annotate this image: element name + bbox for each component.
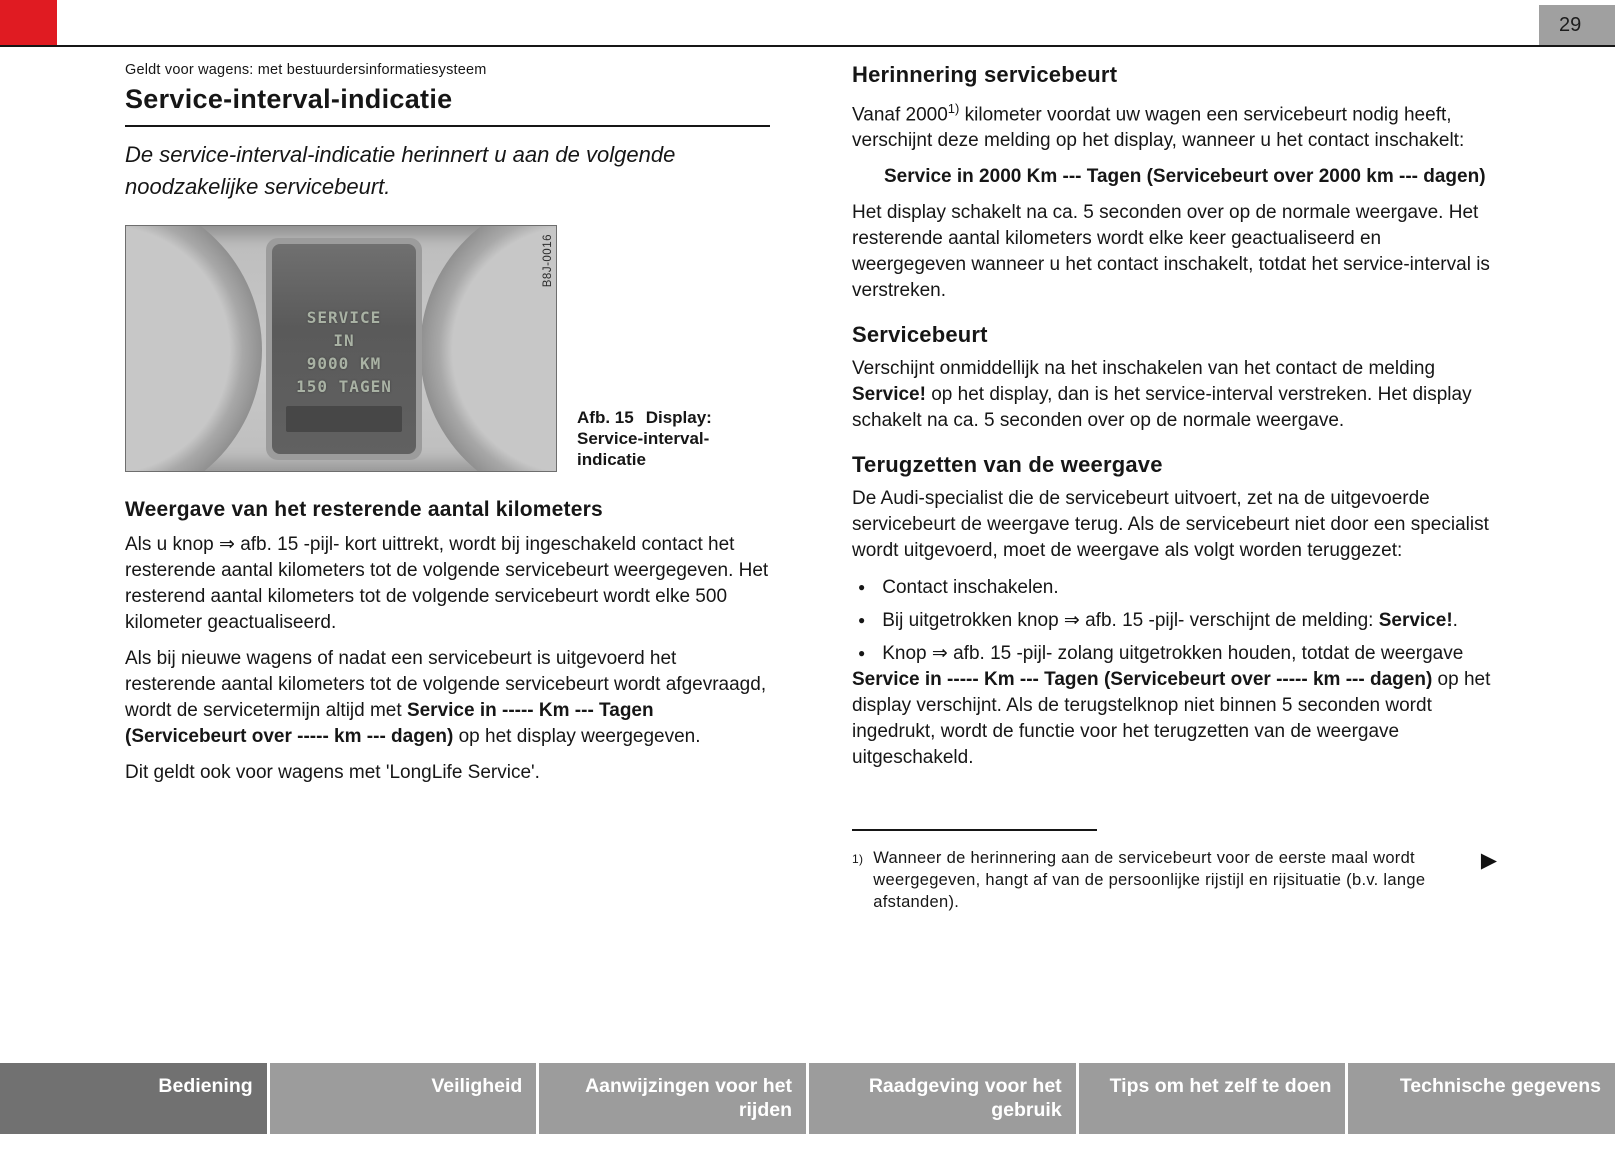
text-run: Contact inschakelen.	[882, 577, 1059, 599]
paragraph: Als u knop ⇒ afb. 15 -pijl- kort uittrekt, wordt bij ingeschakeld contact het resterende aantal kilometers tot de volgende servicebeurt weergegeven. Het resterend aantal kilometers tot de volgende servicebeurt wordt elke 500 kilometer geactualiseerd.	[125, 534, 769, 633]
service-display-text	[272, 306, 416, 398]
brand-red-corner	[0, 0, 57, 45]
display-line: IN	[333, 331, 355, 350]
top-divider	[0, 45, 1615, 47]
text-run: Vanaf 2000	[852, 104, 948, 126]
footnote-text: Wanneer de herinnering aan de servicebeurt voor de eerste maal wordt weergegeven, hangt af van de persoonlijke rijstijl en rijsituatie (b.v. lange afstanden).	[873, 849, 1426, 912]
list-item	[852, 607, 1497, 634]
applies-note: Geldt voor wagens: met bestuurdersinformatiesysteem	[125, 62, 487, 78]
photo-reference-code: B8J-0016	[542, 234, 554, 288]
left-column	[125, 62, 770, 913]
left-gauge	[125, 225, 262, 472]
paragraph	[125, 646, 770, 750]
service-display-screen	[272, 244, 416, 454]
text-run: op het display weergegeven.	[453, 726, 701, 747]
display-message-callout: Service in 2000 Km --- Tagen (Servicebeurt over 2000 km --- dagen)	[884, 166, 1486, 188]
text-run: .	[1452, 610, 1458, 632]
figure-caption-text: Display: Service-interval-indicatie	[577, 408, 712, 469]
paragraph	[852, 96, 1497, 154]
text-run: Als bij nieuwe wagens of nadat een servicebeurt is uitgevoerd het resterende aantal kilometers tot de volgende servicebeurt wordt afgevraagd, wordt de servicetermijn altijd met	[125, 648, 767, 721]
right-column	[852, 62, 1497, 913]
text-run: Verschijnt onmiddellijk na het inschakelen van het contact de melding	[852, 358, 1436, 380]
paragraph: Het display schakelt na ca. 5 seconden over op de normale weergave. Het resterende aantal kilometers wordt elke keer geactualiseerd en weergegeven wanneer u het contact inschakelt, totdat het service-interval is verstreken.	[852, 202, 1490, 302]
bold-run: Service in ----- Km --- Tagen (Servicebeurt over ----- km --- dagen)	[125, 700, 654, 747]
paragraph: Dit geldt ook voor wagens met 'LongLife Service'.	[125, 762, 540, 783]
figure-caption	[577, 407, 759, 472]
text-run: kilometer voordat uw wagen een servicebeurt nodig heeft, verschijnt deze melding op het display, wanneer u het contact inschakelt:	[852, 104, 1465, 152]
subsection-heading-terugzetten: Terugzetten van de weergave	[852, 452, 1163, 478]
footer-tab-raadgeving-voor-het-gebruik[interactable]: Raadgeving voor het gebruik	[809, 1063, 1076, 1134]
section-intro: De service-interval-indicatie herinnert u aan de volgende noodzakelijke servicebeurt.	[125, 142, 676, 199]
bold-run: Service!	[852, 384, 926, 406]
instrument-cluster-photo	[125, 225, 557, 472]
paragraph	[852, 356, 1497, 434]
footer-tab-veiligheid[interactable]: Veiligheid	[270, 1063, 537, 1134]
footnote-reference: 1)	[947, 101, 960, 116]
footer-nav	[0, 1063, 1615, 1134]
service-display	[266, 238, 422, 460]
bullet-icon: ●	[858, 646, 866, 661]
paragraph: De Audi-specialist die de servicebeurt uitvoert, zet na de uitgevoerde servicebeurt de weergave terug. Als de servicebeurt niet door een specialist wordt uitgevoerd, moet de weergave als volgt worden teruggezet:	[852, 488, 1489, 562]
display-lower-band	[286, 406, 402, 432]
title-underline	[125, 125, 770, 127]
figure-caption-label: Afb. 15	[577, 408, 634, 427]
subsection-heading-weergave: Weergave van het resterende aantal kilometers	[125, 498, 603, 521]
text-run: op het display verschijnt. Als de terugstelknop niet binnen 5 seconden wordt ingedrukt, wordt de functie voor het terugzetten van de weergave uitgeschakeld.	[852, 669, 1491, 769]
list-item	[852, 574, 1497, 601]
page-number: 29	[1559, 13, 1582, 36]
display-line: SERVICE	[306, 308, 382, 327]
footer-tab-aanwijzingen-voor-het-rijden[interactable]: Aanwijzingen voor het rijden	[539, 1063, 806, 1134]
text-run: Knop ⇒ afb. 15 -pijl- zolang uitgetrokken houden, totdat de weergave	[882, 643, 1464, 665]
footnote-divider	[852, 829, 1097, 831]
display-line: 9000 KM	[306, 354, 382, 373]
display-line: 150 TAGEN	[296, 377, 392, 396]
footnote	[852, 847, 1497, 913]
figure-15	[125, 225, 770, 472]
bullet-icon: ●	[858, 613, 866, 628]
right-gauge	[420, 225, 557, 472]
footer-tab-tips-om-het-zelf-te-doen[interactable]: Tips om het zelf te doen	[1079, 1063, 1346, 1134]
continuation-arrow-icon: ▶	[1480, 849, 1497, 872]
bullet-icon: ●	[858, 580, 866, 595]
subsection-heading-servicebeurt: Servicebeurt	[852, 322, 988, 348]
bold-run: Service in ----- Km --- Tagen (Servicebeurt over ----- km --- dagen)	[852, 669, 1433, 691]
text-run: op het display, dan is het service-interval verstreken. Het display schakelt na ca. 5 seconden over op de normale weergave.	[852, 384, 1472, 432]
footer-tab-bediening[interactable]: Bediening	[0, 1063, 267, 1134]
list-item	[852, 640, 1497, 771]
page-content	[125, 62, 1497, 913]
subsection-heading-herinnering: Herinnering servicebeurt	[852, 62, 1118, 87]
page-title: Service-interval-indicatie	[125, 84, 453, 114]
footer-tab-technische-gegevens[interactable]: Technische gegevens	[1348, 1063, 1615, 1134]
text-run: Bij uitgetrokken knop ⇒ afb. 15 -pijl- verschijnt de melding:	[882, 610, 1379, 632]
footnote-mark: 1)	[852, 852, 864, 867]
page-number-badge	[1539, 5, 1615, 45]
bold-run: Service!	[1378, 610, 1453, 632]
